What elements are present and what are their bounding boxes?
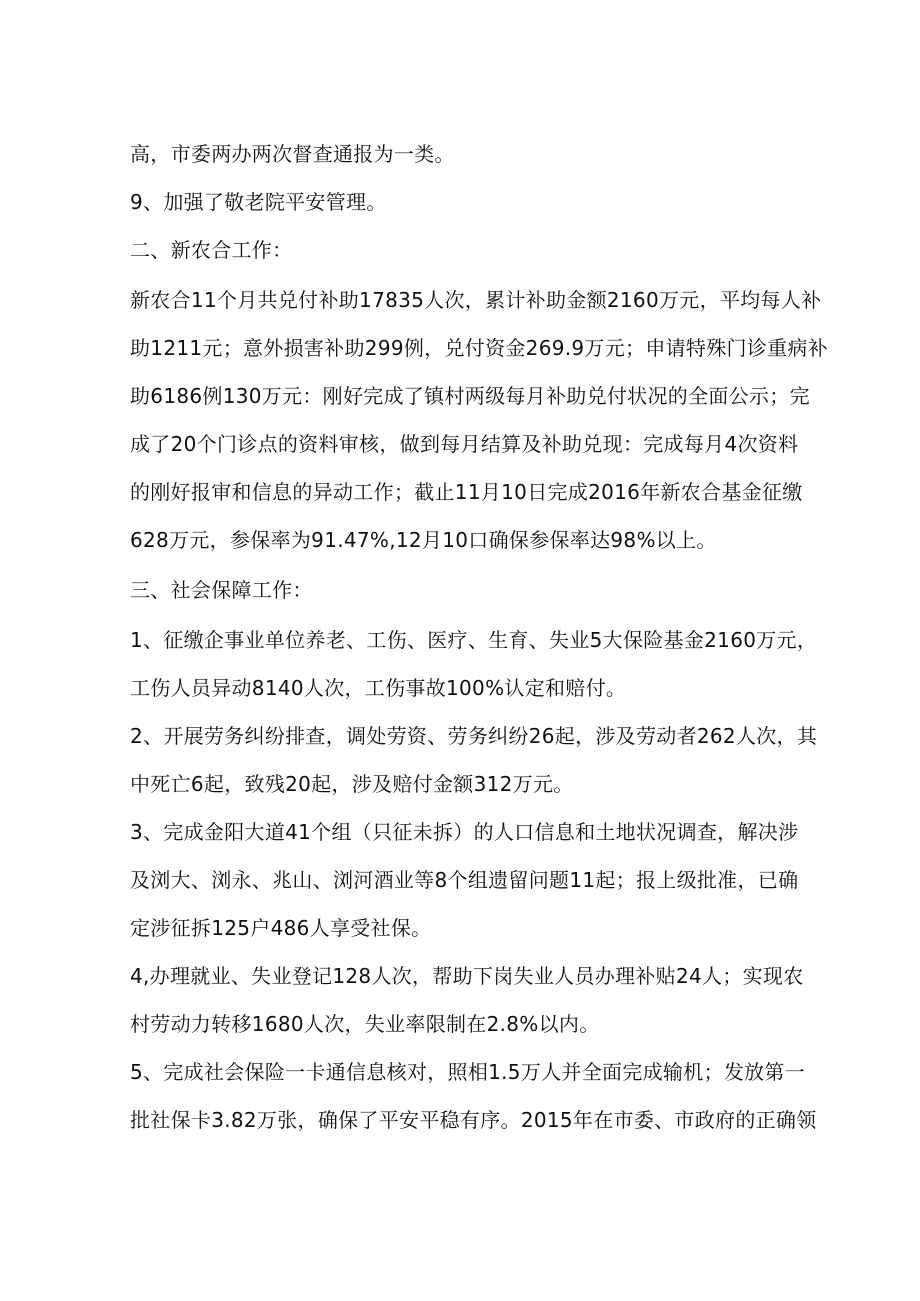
heading-line: 三、社会保障工作：	[130, 578, 313, 602]
text-line: 定涉征拆125户486人享受社保。	[130, 916, 432, 940]
text-line: 工伤人员异动8140人次，工伤事故100%认定和赔付。	[130, 676, 627, 700]
section-heading-social-security	[130, 566, 800, 614]
text-line: 成了20个门诊点的资料审核，做到每月结算及补助兑现：完成每月4次资料	[130, 432, 799, 456]
paragraph-item-1	[130, 616, 818, 712]
text-line: 高，市委两办两次督查通报为一类。	[130, 142, 455, 166]
paragraph-2	[130, 178, 800, 226]
text-line: 村劳动力转移1680人次，失业率限制在2.8%以内。	[130, 1012, 600, 1036]
text-line: 新农合11个月共兑付补助17835人次，累计补助金额2160万元，平均每人补	[130, 288, 822, 312]
text-line: 9、加强了敬老院平安管理。	[130, 190, 387, 214]
text-line: 助6186例130万元：刚好完成了镇村两级每月补助兑付状况的全面公示；完	[130, 384, 810, 408]
paragraph-item-3	[130, 808, 800, 952]
text-line: 中死亡6起，致残20起，涉及赔付金额312万元。	[130, 772, 574, 796]
text-line: 的刚好报审和信息的异动工作；截止11月10日完成2016年新农合基金征缴	[130, 480, 803, 504]
text-line: 4,办理就业、失业登记128人次，帮助下岗失业人员办理补贴24人；实现农	[130, 964, 804, 988]
paragraph-new-rural-cooperative	[130, 276, 829, 564]
paragraph-item-2	[130, 712, 818, 808]
text-line: 1、征缴企事业单位养老、工伤、医疗、生育、失业5大保险基金2160万元，	[130, 628, 818, 652]
text-line: 批社保卡3.82万张，确保了平安平稳有序。2015年在市委、市政府的正确领	[130, 1108, 817, 1132]
text-line: 3、完成金阳大道41个组（只征未拆）的人口信息和土地状况调查，解决涉	[130, 820, 799, 844]
text-line: 5、完成社会保险一卡通信息核对，照相1.5万人并全面完成输机；发放第一	[130, 1060, 806, 1084]
text-line: 2、开展劳务纠纷排查，调处劳资、劳务纠纷26起，涉及劳动者262人次，其	[130, 724, 818, 748]
text-line: 助1211元；意外损害补助299例，兑付资金269.9万元；申请特殊门诊重病补	[130, 336, 829, 360]
paragraph-1	[130, 130, 800, 178]
heading-line: 二、新农合工作：	[130, 238, 293, 262]
section-heading-new-rural-cooperative	[130, 226, 800, 274]
paragraph-item-5	[130, 1048, 817, 1144]
paragraph-item-4	[130, 952, 804, 1048]
text-line: 628万元，参保率为91.47%,12月10口确保参保率达98%以上。	[130, 528, 717, 552]
text-line: 及浏大、浏永、兆山、浏河酒业等8个组遗留问题11起；报上级批准，已确	[130, 868, 799, 892]
